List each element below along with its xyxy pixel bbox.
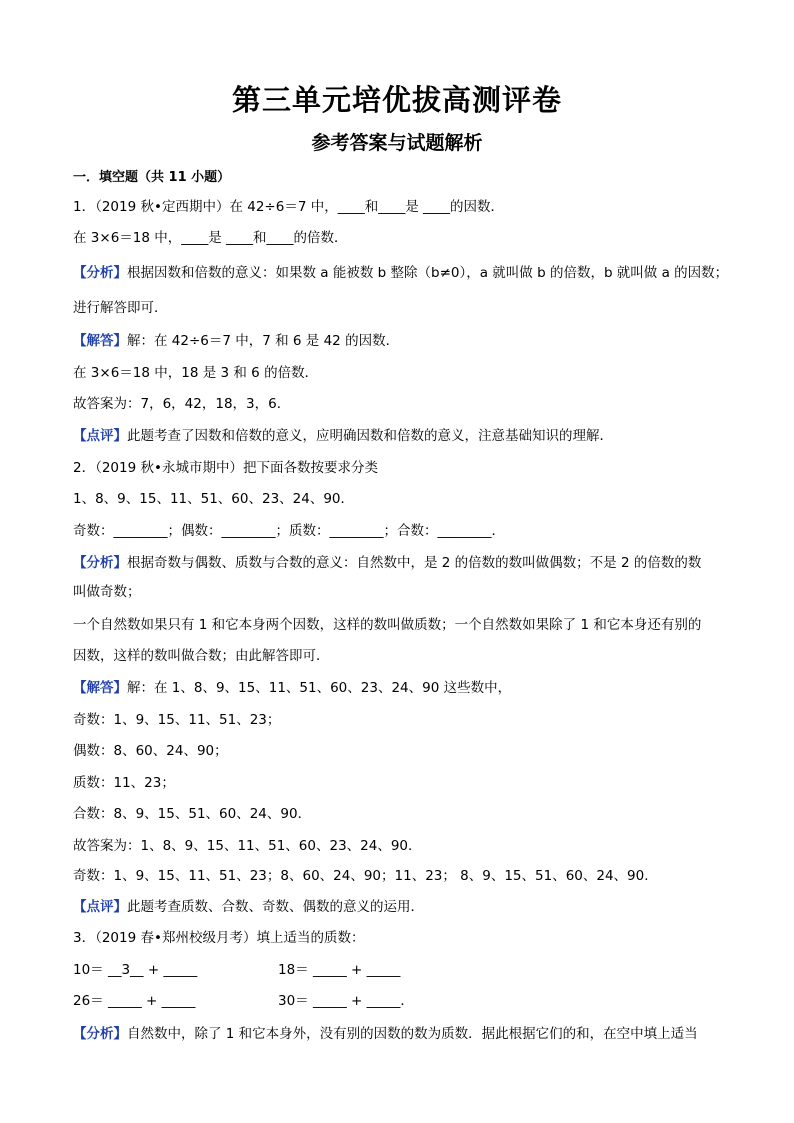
- comment-tag: 【点评】: [73, 899, 127, 915]
- q2-analysis: [73, 553, 733, 573]
- q2-solution-line4: 质数：11、23；: [73, 775, 175, 791]
- q2-solution-line6: 故答案为：1、8、9、15、11、51、60、23、24、90．: [73, 838, 422, 854]
- q2-analysis-line3: 一个自然数如果只有 1 和它本身两个因数，这样的数叫做质数；一个自然数如果除了 1 和它本身还有别的: [73, 617, 702, 633]
- q1-solution-text: 解：在 42÷6＝7 中，7 和 6 是 42 的因数．: [127, 333, 400, 349]
- q1-solution-line2: 在 3×6＝18 中，18 是 3 和 6 的倍数．: [73, 365, 319, 381]
- analysis-tag: 【分析】: [73, 265, 127, 281]
- q2-stem-line3: 奇数：________；偶数：________；质数：________；合数：________．: [73, 523, 505, 539]
- q3-analysis: [73, 1024, 733, 1044]
- q1-comment: [73, 426, 733, 446]
- q1-comment-text: 此题考查了因数和倍数的意义，应明确因数和倍数的意义，注意基础知识的理解．: [127, 428, 613, 444]
- q2-analysis-line2: 叫做奇数；: [73, 584, 141, 600]
- document-subtitle: 参考答案与试题解析: [311, 132, 483, 154]
- q2-stem-line2: 1、8、9、15、11、51、60、23、24、90．: [73, 491, 355, 507]
- solution-tag: 【解答】: [73, 333, 127, 349]
- q3-analysis-text: 自然数中，除了 1 和它本身外，没有别的因数的数为质数．据此根据它们的和，在空中填上适当: [127, 1026, 698, 1042]
- q3-row2-right: 30＝ _____ + _____．: [278, 993, 414, 1009]
- q1-analysis: [73, 263, 733, 283]
- q1-stem-line1: 1．（2019 秋•定西期中）在 42÷6＝7 中，____和____是 ____的因数．: [73, 199, 504, 215]
- q2-analysis-line4: 因数，这样的数叫做合数；由此解答即可．: [73, 648, 330, 664]
- q2-comment: [73, 897, 733, 917]
- q2-analysis-text: 根据奇数与偶数、质数与合数的意义：自然数中，是 2 的倍数的数叫做偶数；不是 2 的倍数的数: [127, 555, 702, 571]
- q1-analysis-cont: 进行解答即可．: [73, 300, 168, 316]
- q2-solution: [73, 678, 733, 698]
- q2-solution-line5: 合数：8、9、15、51、60、24、90．: [73, 806, 312, 822]
- q3-stem-line1: 3．（2019 春•郑州校级月考）填上适当的质数：: [73, 930, 365, 946]
- q1-analysis-text: 根据因数和倍数的意义：如果数 a 能被数 b 整除（b≠0），a 就叫做 b 的倍数，b 就叫做 a 的因数；: [127, 265, 729, 281]
- analysis-tag: 【分析】: [73, 555, 127, 571]
- document-title: 第三单元培优拔高测评卷: [231, 83, 562, 117]
- q3-row2-left: 26＝ _____ + _____: [73, 993, 196, 1009]
- solution-tag: 【解答】: [73, 680, 127, 696]
- analysis-tag: 【分析】: [73, 1026, 127, 1042]
- q1-stem-line2: 在 3×6＝18 中，____是 ____和____的倍数．: [73, 230, 348, 246]
- comment-tag: 【点评】: [73, 428, 127, 444]
- section-header: 一．填空题（共 11 小题）: [73, 170, 231, 185]
- q3-row1-right: 18＝ _____ + _____: [278, 962, 401, 978]
- q2-solution-line2: 奇数：1、9、15、11、51、23；: [73, 712, 281, 728]
- q3-row1-left: 10＝ __3__ + _____: [73, 962, 198, 978]
- q2-stem-line1: 2．（2019 秋•永城市期中）把下面各数按要求分类: [73, 460, 378, 476]
- q2-solution-line3: 偶数：8、60、24、90；: [73, 743, 228, 759]
- q2-comment-text: 此题考查质数、合数、奇数、偶数的意义的运用．: [127, 899, 424, 915]
- q1-solution-line3: 故答案为：7，6，42，18，3，6．: [73, 396, 291, 412]
- q2-solution-line7: 奇数：1、9、15、11、51、23；8、60、24、90；11、23； 8、9、15、51、60、24、90．: [73, 868, 658, 884]
- q1-solution: [73, 331, 733, 351]
- q2-solution-text: 解：在 1、8、9、15、11、51、60、23、24、90 这些数中，: [127, 680, 512, 696]
